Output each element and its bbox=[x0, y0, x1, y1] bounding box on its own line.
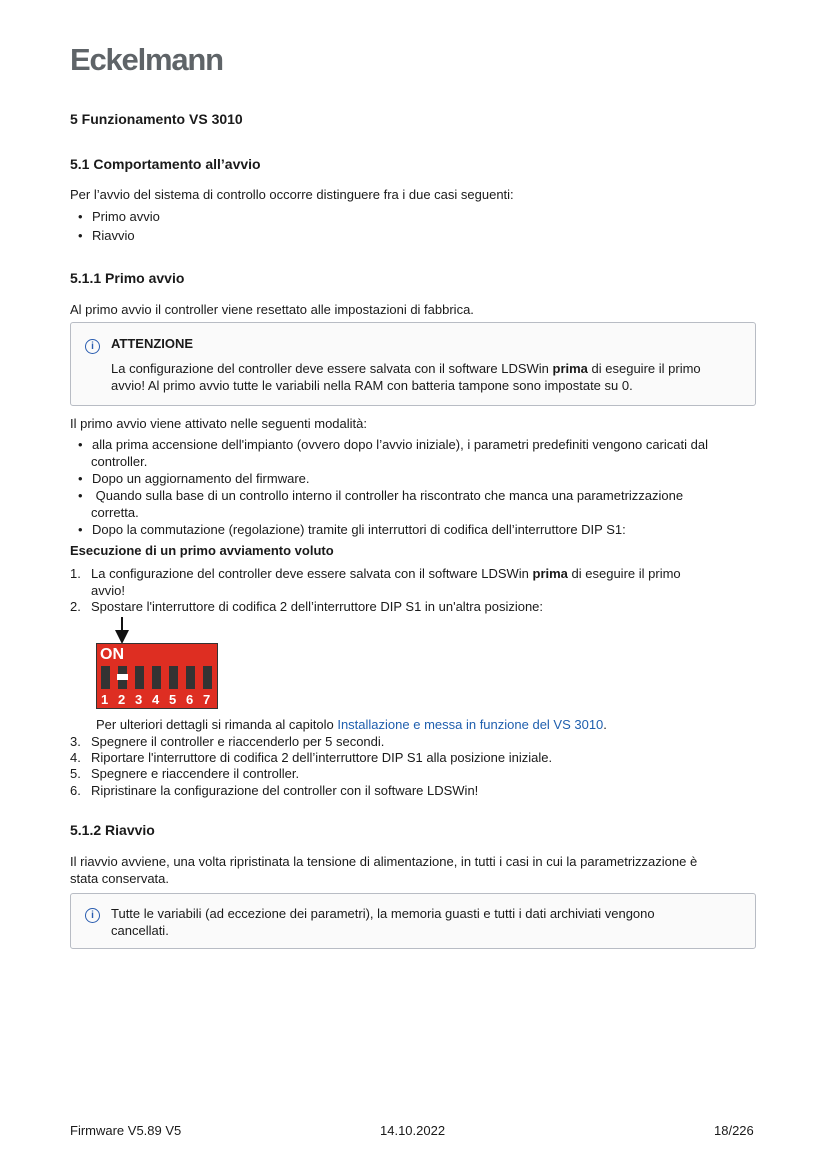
step-1: 1. La configurazione del controller deve essere salvata con il software LDSWin prima di eseguire il primo bbox=[70, 566, 681, 581]
step-2: 2. Spostare l'interruttore di codifica 2 dell’interruttore DIP S1 in un'altra posizione: bbox=[70, 599, 544, 614]
section-heading: 5.1 Comportamento all’avvio bbox=[70, 156, 261, 172]
info-box bbox=[70, 893, 756, 949]
step-3: 3. Spegnere il controller e riaccenderlo per 5 secondi. bbox=[70, 734, 385, 749]
dip-number: 4 bbox=[152, 692, 160, 707]
paragraph: Per l’avvio del sistema di controllo occorre distinguere fra i due casi seguenti: bbox=[70, 187, 514, 202]
dip-switch-6 bbox=[186, 666, 195, 689]
reference-text: Per ulteriori dettagli si rimanda al capitolo Installazione e messa in funzione del VS 3010. bbox=[96, 717, 607, 732]
paragraph: Il riavvio avviene, una volta ripristinata la tensione di alimentazione, in tutti i casi in cui la parametrizzazione è bbox=[70, 854, 698, 869]
list-item: • Quando sulla base di un controllo interno il controller ha riscontrato che manca una parametrizzazione bbox=[78, 488, 684, 503]
dip-switch-diagram bbox=[96, 643, 218, 709]
list-item-cont: controller. bbox=[91, 454, 148, 469]
note-text: La configurazione del controller deve essere salvata con il software LDSWin prima di eseguire il primo bbox=[111, 361, 701, 376]
dip-switch-7 bbox=[203, 666, 212, 689]
arrow-down-icon bbox=[112, 617, 132, 645]
paragraph: Al primo avvio il controller viene resettato alle impostazioni di fabbrica. bbox=[70, 302, 474, 317]
step-1-cont: avvio! bbox=[91, 583, 125, 598]
note-text: avvio! Al primo avvio tutte le variabili nella RAM con batteria tampone sono impostate su 0. bbox=[111, 378, 633, 393]
step-5: 5. Spegnere e riaccendere il controller. bbox=[70, 766, 300, 781]
list-item-cont: corretta. bbox=[91, 505, 139, 520]
chapter-heading: 5 Funzionamento VS 3010 bbox=[70, 111, 243, 127]
list-item: • Primo avvio bbox=[78, 209, 160, 224]
subsection-heading: 5.1.1 Primo avvio bbox=[70, 270, 185, 286]
info-icon: i bbox=[85, 908, 100, 923]
dip-number: 3 bbox=[135, 692, 143, 707]
note-text: Tutte le variabili (ad eccezione dei parametri), la memoria guasti e tutti i dati archiviati vengono bbox=[111, 906, 655, 921]
footer-page: 18/226 bbox=[714, 1123, 754, 1138]
list-item: • Riavvio bbox=[78, 228, 135, 243]
list-item: • alla prima accensione dell'impianto (ovvero dopo l’avvio iniziale), i parametri predefiniti vengono caricati dal bbox=[78, 437, 708, 452]
dip-switch-1 bbox=[101, 666, 110, 689]
dip-number: 1 bbox=[101, 692, 109, 707]
dip-switch-2 bbox=[118, 666, 127, 689]
dip-switch-3 bbox=[135, 666, 144, 689]
attention-box bbox=[70, 322, 756, 406]
footer-date: 14.10.2022 bbox=[380, 1123, 446, 1138]
dip-number: 7 bbox=[203, 692, 211, 707]
subheading: Esecuzione di un primo avviamento voluto bbox=[70, 543, 334, 558]
note-text: cancellati. bbox=[111, 923, 169, 938]
dip-number: 5 bbox=[169, 692, 177, 707]
list-item: • Dopo la commutazione (regolazione) tramite gli interruttori di codifica dell’interruttore DIP S1: bbox=[78, 522, 626, 537]
dip-on-label: ON bbox=[100, 646, 124, 663]
info-icon: i bbox=[85, 339, 100, 354]
dip-switch-5 bbox=[169, 666, 178, 689]
dip-number: 6 bbox=[186, 692, 194, 707]
dip-switch-4 bbox=[152, 666, 161, 689]
list-item: • Dopo un aggiornamento del firmware. bbox=[78, 471, 310, 486]
logo: Eckelmann bbox=[70, 42, 223, 77]
dip-number: 2 bbox=[118, 692, 126, 707]
paragraph: Il primo avvio viene attivato nelle seguenti modalità: bbox=[70, 416, 367, 431]
paragraph: stata conservata. bbox=[70, 871, 169, 886]
step-4: 4. Riportare l'interruttore di codifica 2 dell’interruttore DIP S1 alla posizione iniziale. bbox=[70, 750, 553, 765]
note-title: ATTENZIONE bbox=[111, 336, 194, 351]
footer-firmware: Firmware V5.89 V5 bbox=[70, 1123, 182, 1138]
chapter-link[interactable]: Installazione e messa in funzione del VS 3010 bbox=[337, 717, 604, 732]
switch-knob bbox=[117, 674, 128, 680]
subsection-heading: 5.1.2 Riavvio bbox=[70, 822, 155, 838]
step-6: 6. Ripristinare la configurazione del controller con il software LDSWin! bbox=[70, 783, 479, 798]
